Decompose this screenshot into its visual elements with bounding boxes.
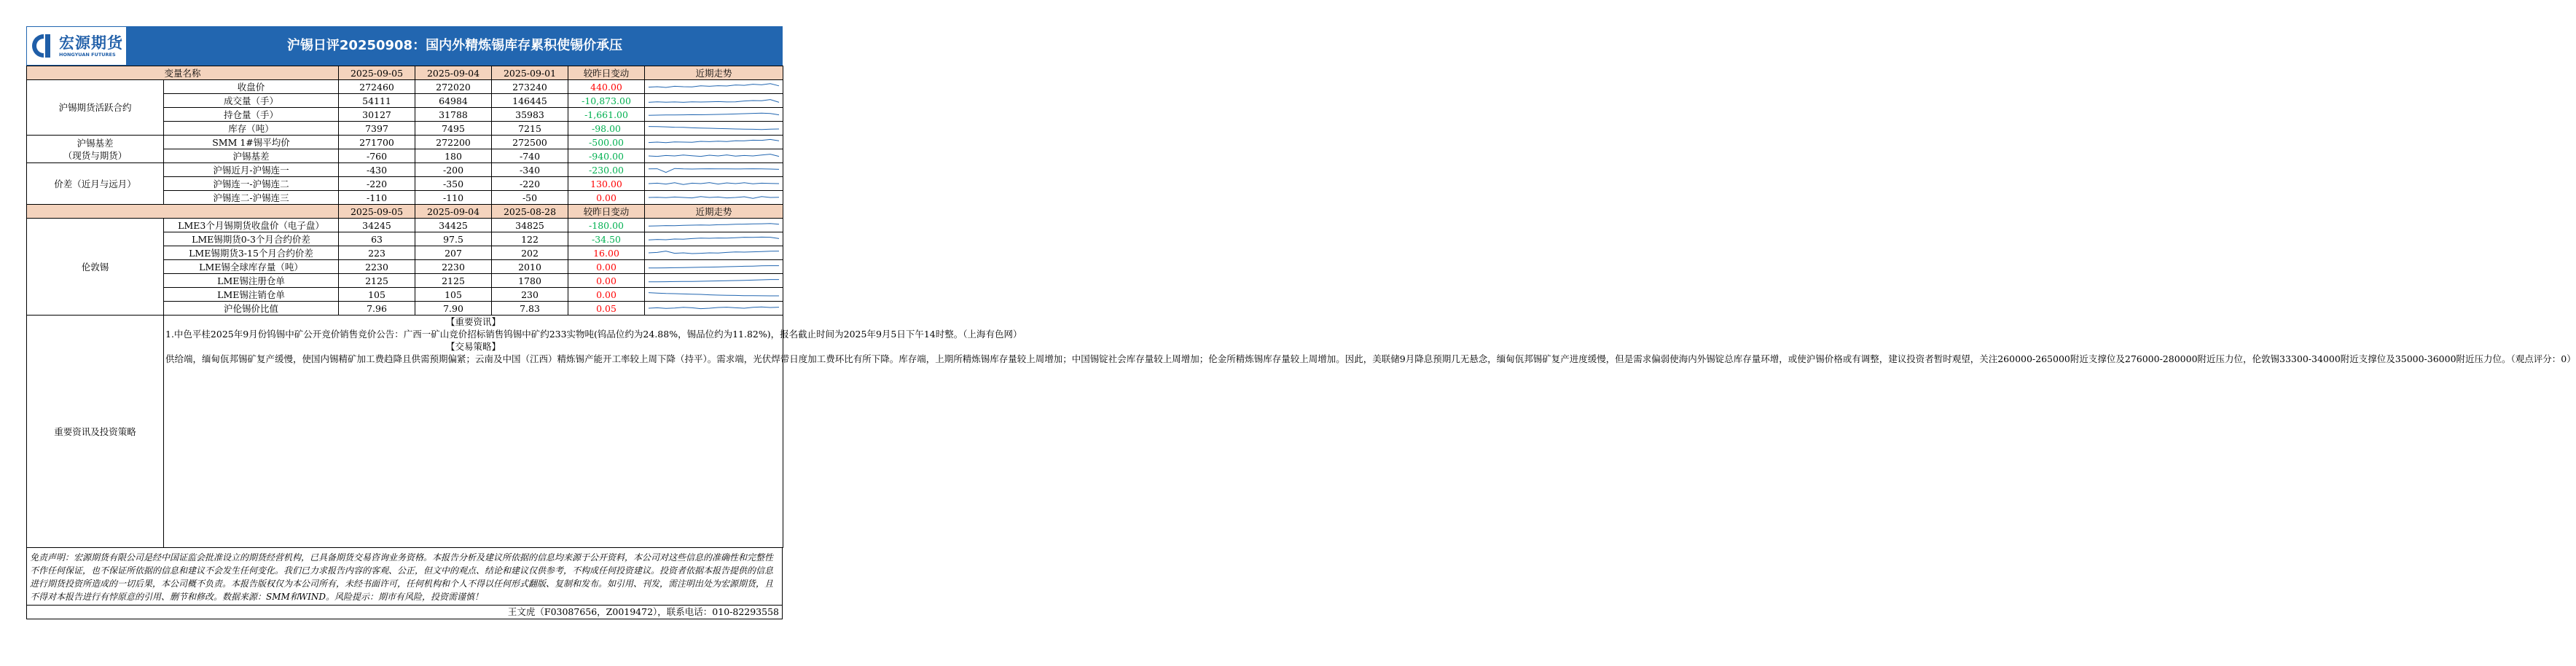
trend-cell — [645, 219, 783, 232]
col-header-variable: 变量名称 — [27, 66, 339, 80]
group-label-line2: （现货与期货） — [63, 149, 128, 161]
value-date3: 1780 — [492, 274, 568, 288]
trend-sparkline-icon — [646, 108, 781, 121]
value-date1: 272460 — [339, 80, 415, 94]
value-date1: 30127 — [339, 108, 415, 122]
trend-cell — [645, 232, 783, 246]
value-date3: -220 — [492, 177, 568, 191]
value-date3: 273240 — [492, 80, 568, 94]
logo-mark-icon — [33, 33, 55, 59]
daily-change: -98.00 — [568, 122, 645, 136]
logo-text-en: HONGYUAN FUTURES — [59, 52, 116, 58]
value-date1: 2125 — [339, 274, 415, 288]
news-row — [27, 316, 783, 548]
value-date2: 105 — [415, 288, 492, 302]
trend-cell — [645, 136, 783, 149]
daily-change: 440.00 — [568, 80, 645, 94]
row-label: 沪锡基差 — [164, 149, 339, 163]
value-date2: 7.90 — [415, 302, 492, 316]
daily-change: -10,873.00 — [568, 94, 645, 108]
daily-change: 130.00 — [568, 177, 645, 191]
trend-cell — [645, 122, 783, 136]
col-header-change: 较昨日变动 — [568, 66, 645, 80]
trend-sparkline-icon — [646, 136, 781, 149]
col-header-date1: 2025-09-05 — [339, 205, 415, 219]
value-date3: 202 — [492, 246, 568, 260]
row-label: 沪锡连一-沪锡连二 — [164, 177, 339, 191]
col-header-trend: 近期走势 — [645, 66, 783, 80]
contact-line: 王文虎（F03087656，Z0019472），联系电话：010-82293558 — [26, 605, 783, 619]
news-label: 重要资讯及投资策略 — [27, 316, 164, 548]
value-date2: 97.5 — [415, 232, 492, 246]
disclaimer-text: 免责声明：宏源期货有限公司是经中国证监会批准设立的期货经营机构，已具备期货交易咨询业务资格。本报告分析及建议所依据的信息均来源于公开资料，本公司对这些信息的准确性和完整性不作任何保证，也不保证所依据的信息和建议不会发生任何变化。我们已力求报告内容的客观、公正，但文中的观点、结论和建议仅供参考，不构成任何投资建议。投资者依据本报告提供的信息进行期货投资所造成的一切后果，本公司概不负责。本报告版权仅为本公司所有，未经书面许可，任何机构和个人不得以任何形式翻版、复制和发布。如引用、刊发，需注明出处为宏源期货，且不得对本报告进行有悖原意的引用、删节和修改。数据来源：SMM和WIND。风险提示：期市有风险，投资需谨慎！ — [26, 548, 783, 605]
header-row-domestic — [27, 66, 783, 80]
table-row — [27, 163, 783, 177]
value-date3: 230 — [492, 288, 568, 302]
value-date2: 7495 — [415, 122, 492, 136]
trend-cell — [645, 260, 783, 274]
trend-sparkline-icon — [646, 274, 781, 287]
value-date2: 272020 — [415, 80, 492, 94]
daily-change: 0.00 — [568, 191, 645, 205]
trend-cell — [645, 274, 783, 288]
value-date2: 207 — [415, 246, 492, 260]
value-date1: -110 — [339, 191, 415, 205]
trend-sparkline-icon — [646, 80, 781, 93]
data-table — [26, 66, 2576, 548]
value-date3: 146445 — [492, 94, 568, 108]
row-label: 成交量（手） — [164, 94, 339, 108]
trend-cell — [645, 108, 783, 122]
value-date2: 2230 — [415, 260, 492, 274]
logo-text-cn: 宏源期货 — [59, 34, 123, 52]
value-date1: 7397 — [339, 122, 415, 136]
table-row — [27, 80, 783, 94]
daily-change: 16.00 — [568, 246, 645, 260]
group-label: 沪锡期货活跃合约 — [27, 80, 164, 136]
row-label: 沪锡连二-沪锡连三 — [164, 191, 339, 205]
value-date2: 272200 — [415, 136, 492, 149]
value-date3: 34825 — [492, 219, 568, 232]
value-date2: 64984 — [415, 94, 492, 108]
row-label: 沪伦锡价比值 — [164, 302, 339, 316]
col-header-date1: 2025-09-05 — [339, 66, 415, 80]
col-header-date3: 2025-09-01 — [492, 66, 568, 80]
daily-change: -1,661.00 — [568, 108, 645, 122]
value-date1: 63 — [339, 232, 415, 246]
value-date2: 180 — [415, 149, 492, 163]
value-date3: 272500 — [492, 136, 568, 149]
value-date1: 271700 — [339, 136, 415, 149]
trend-sparkline-icon — [646, 94, 781, 107]
col-header-trend: 近期走势 — [645, 205, 783, 219]
value-date2: 31788 — [415, 108, 492, 122]
trend-cell — [645, 149, 783, 163]
value-date1: -430 — [339, 163, 415, 177]
row-label: 持仓量（手） — [164, 108, 339, 122]
header-blank — [27, 205, 339, 219]
news-paragraph-info: 1.中色平桂2025年9月份钨锡中矿公开竞价销售竞价公告：广西一矿山竞价招标销售钨锡中矿约233实物吨(钨品位约为24.88%，锡品位约为11.82%)，报名截止时间为2025年9月5日下午14时整。（上海有色网） — [165, 329, 1022, 340]
value-date1: -220 — [339, 177, 415, 191]
news-content — [164, 316, 2576, 548]
value-date3: 122 — [492, 232, 568, 246]
value-date1: 2230 — [339, 260, 415, 274]
row-label: LME锡全球库存量（吨） — [164, 260, 339, 274]
group-label: 价差（近月与远月） — [27, 163, 164, 205]
col-header-date3: 2025-08-28 — [492, 205, 568, 219]
daily-change: 0.00 — [568, 288, 645, 302]
trend-sparkline-icon — [646, 288, 781, 301]
value-date3: -340 — [492, 163, 568, 177]
value-date1: 54111 — [339, 94, 415, 108]
row-label: 库存（吨） — [164, 122, 339, 136]
row-label: LME3个月锡期货收盘价（电子盘） — [164, 219, 339, 232]
col-header-date2: 2025-09-04 — [415, 205, 492, 219]
trend-cell — [645, 246, 783, 260]
trend-cell — [645, 302, 783, 316]
daily-change: -230.00 — [568, 163, 645, 177]
row-label: LME锡注销仓单 — [164, 288, 339, 302]
value-date3: -740 — [492, 149, 568, 163]
row-label: 沪锡近月-沪锡连一 — [164, 163, 339, 177]
value-date2: 34425 — [415, 219, 492, 232]
group-label — [27, 136, 164, 163]
daily-change: 0.00 — [568, 260, 645, 274]
row-label: LME锡期货3-15个月合约价差 — [164, 246, 339, 260]
trend-sparkline-icon — [646, 191, 781, 204]
report-header — [26, 26, 783, 66]
news-paragraph-strategy: 供给端，缅甸佤邦锡矿复产缓慢，使国内锡精矿加工费趋降且供需预期偏紧；云南及中国（江西）精炼锡产能开工率较上周下降（持平）。需求端，光伏焊带日度加工费环比有所下降。库存端，上期所精炼锡库存量较上周增加；中国锡锭社会库存量较上周增加；伦金所精炼锡库存量较上周增加。因此，美联储9月降息预期几无悬念，缅甸佤邦锡矿复产进度缓慢，但是需求偏弱使海内外锡锭总库存量环增，或使沪锡价格或有调整，建议投资者暂时观望，关注260000-265000附近支撑位及276000-280000附近压力位，伦敦锡33300-34000附近支撑位及35000-36000附近压力位。（观点评分：0） — [165, 353, 2576, 364]
group-label: 伦敦锡 — [27, 219, 164, 316]
col-header-change: 较昨日变动 — [568, 205, 645, 219]
value-date3: 7215 — [492, 122, 568, 136]
trend-cell — [645, 94, 783, 108]
row-label: 收盘价 — [164, 80, 339, 94]
value-date1: -760 — [339, 149, 415, 163]
value-date3: 2010 — [492, 260, 568, 274]
trend-sparkline-icon — [646, 302, 781, 315]
value-date3: 35983 — [492, 108, 568, 122]
trend-sparkline-icon — [646, 219, 781, 232]
trend-cell — [645, 80, 783, 94]
row-label: SMM 1#锡平均价 — [164, 136, 339, 149]
trend-sparkline-icon — [646, 260, 781, 273]
trend-sparkline-icon — [646, 163, 781, 176]
value-date2: 2125 — [415, 274, 492, 288]
row-label: LME锡注册仓单 — [164, 274, 339, 288]
daily-change: -940.00 — [568, 149, 645, 163]
news-heading-strategy: 【交易策略】 — [446, 341, 501, 352]
value-date2: -200 — [415, 163, 492, 177]
value-date2: -350 — [415, 177, 492, 191]
value-date2: -110 — [415, 191, 492, 205]
value-date1: 223 — [339, 246, 415, 260]
value-date1: 34245 — [339, 219, 415, 232]
trend-sparkline-icon — [646, 232, 781, 246]
table-row — [27, 136, 783, 149]
trend-cell — [645, 163, 783, 177]
daily-change: -34.50 — [568, 232, 645, 246]
value-date3: 7.83 — [492, 302, 568, 316]
report-sheet — [26, 26, 2576, 619]
group-label-line1: 沪锡基差 — [77, 137, 114, 149]
trend-sparkline-icon — [646, 246, 781, 259]
trend-cell — [645, 177, 783, 191]
trend-cell — [645, 288, 783, 302]
daily-change: 0.05 — [568, 302, 645, 316]
daily-change: -500.00 — [568, 136, 645, 149]
news-heading-info: 【重要资讯】 — [446, 316, 501, 327]
trend-sparkline-icon — [646, 149, 781, 162]
col-header-date2: 2025-09-04 — [415, 66, 492, 80]
trend-cell — [645, 191, 783, 205]
report-title: 沪锡日评20250908：国内外精炼锡库存累积使锡价承压 — [286, 38, 623, 53]
daily-change: -180.00 — [568, 219, 645, 232]
value-date3: -50 — [492, 191, 568, 205]
trend-sparkline-icon — [646, 122, 781, 135]
header-row-lme — [27, 205, 783, 219]
row-label: LME锡期货0-3个月合约价差 — [164, 232, 339, 246]
value-date1: 7.96 — [339, 302, 415, 316]
daily-change: 0.00 — [568, 274, 645, 288]
trend-sparkline-icon — [646, 177, 781, 190]
table-row — [27, 219, 783, 232]
value-date1: 105 — [339, 288, 415, 302]
company-logo — [26, 26, 127, 66]
